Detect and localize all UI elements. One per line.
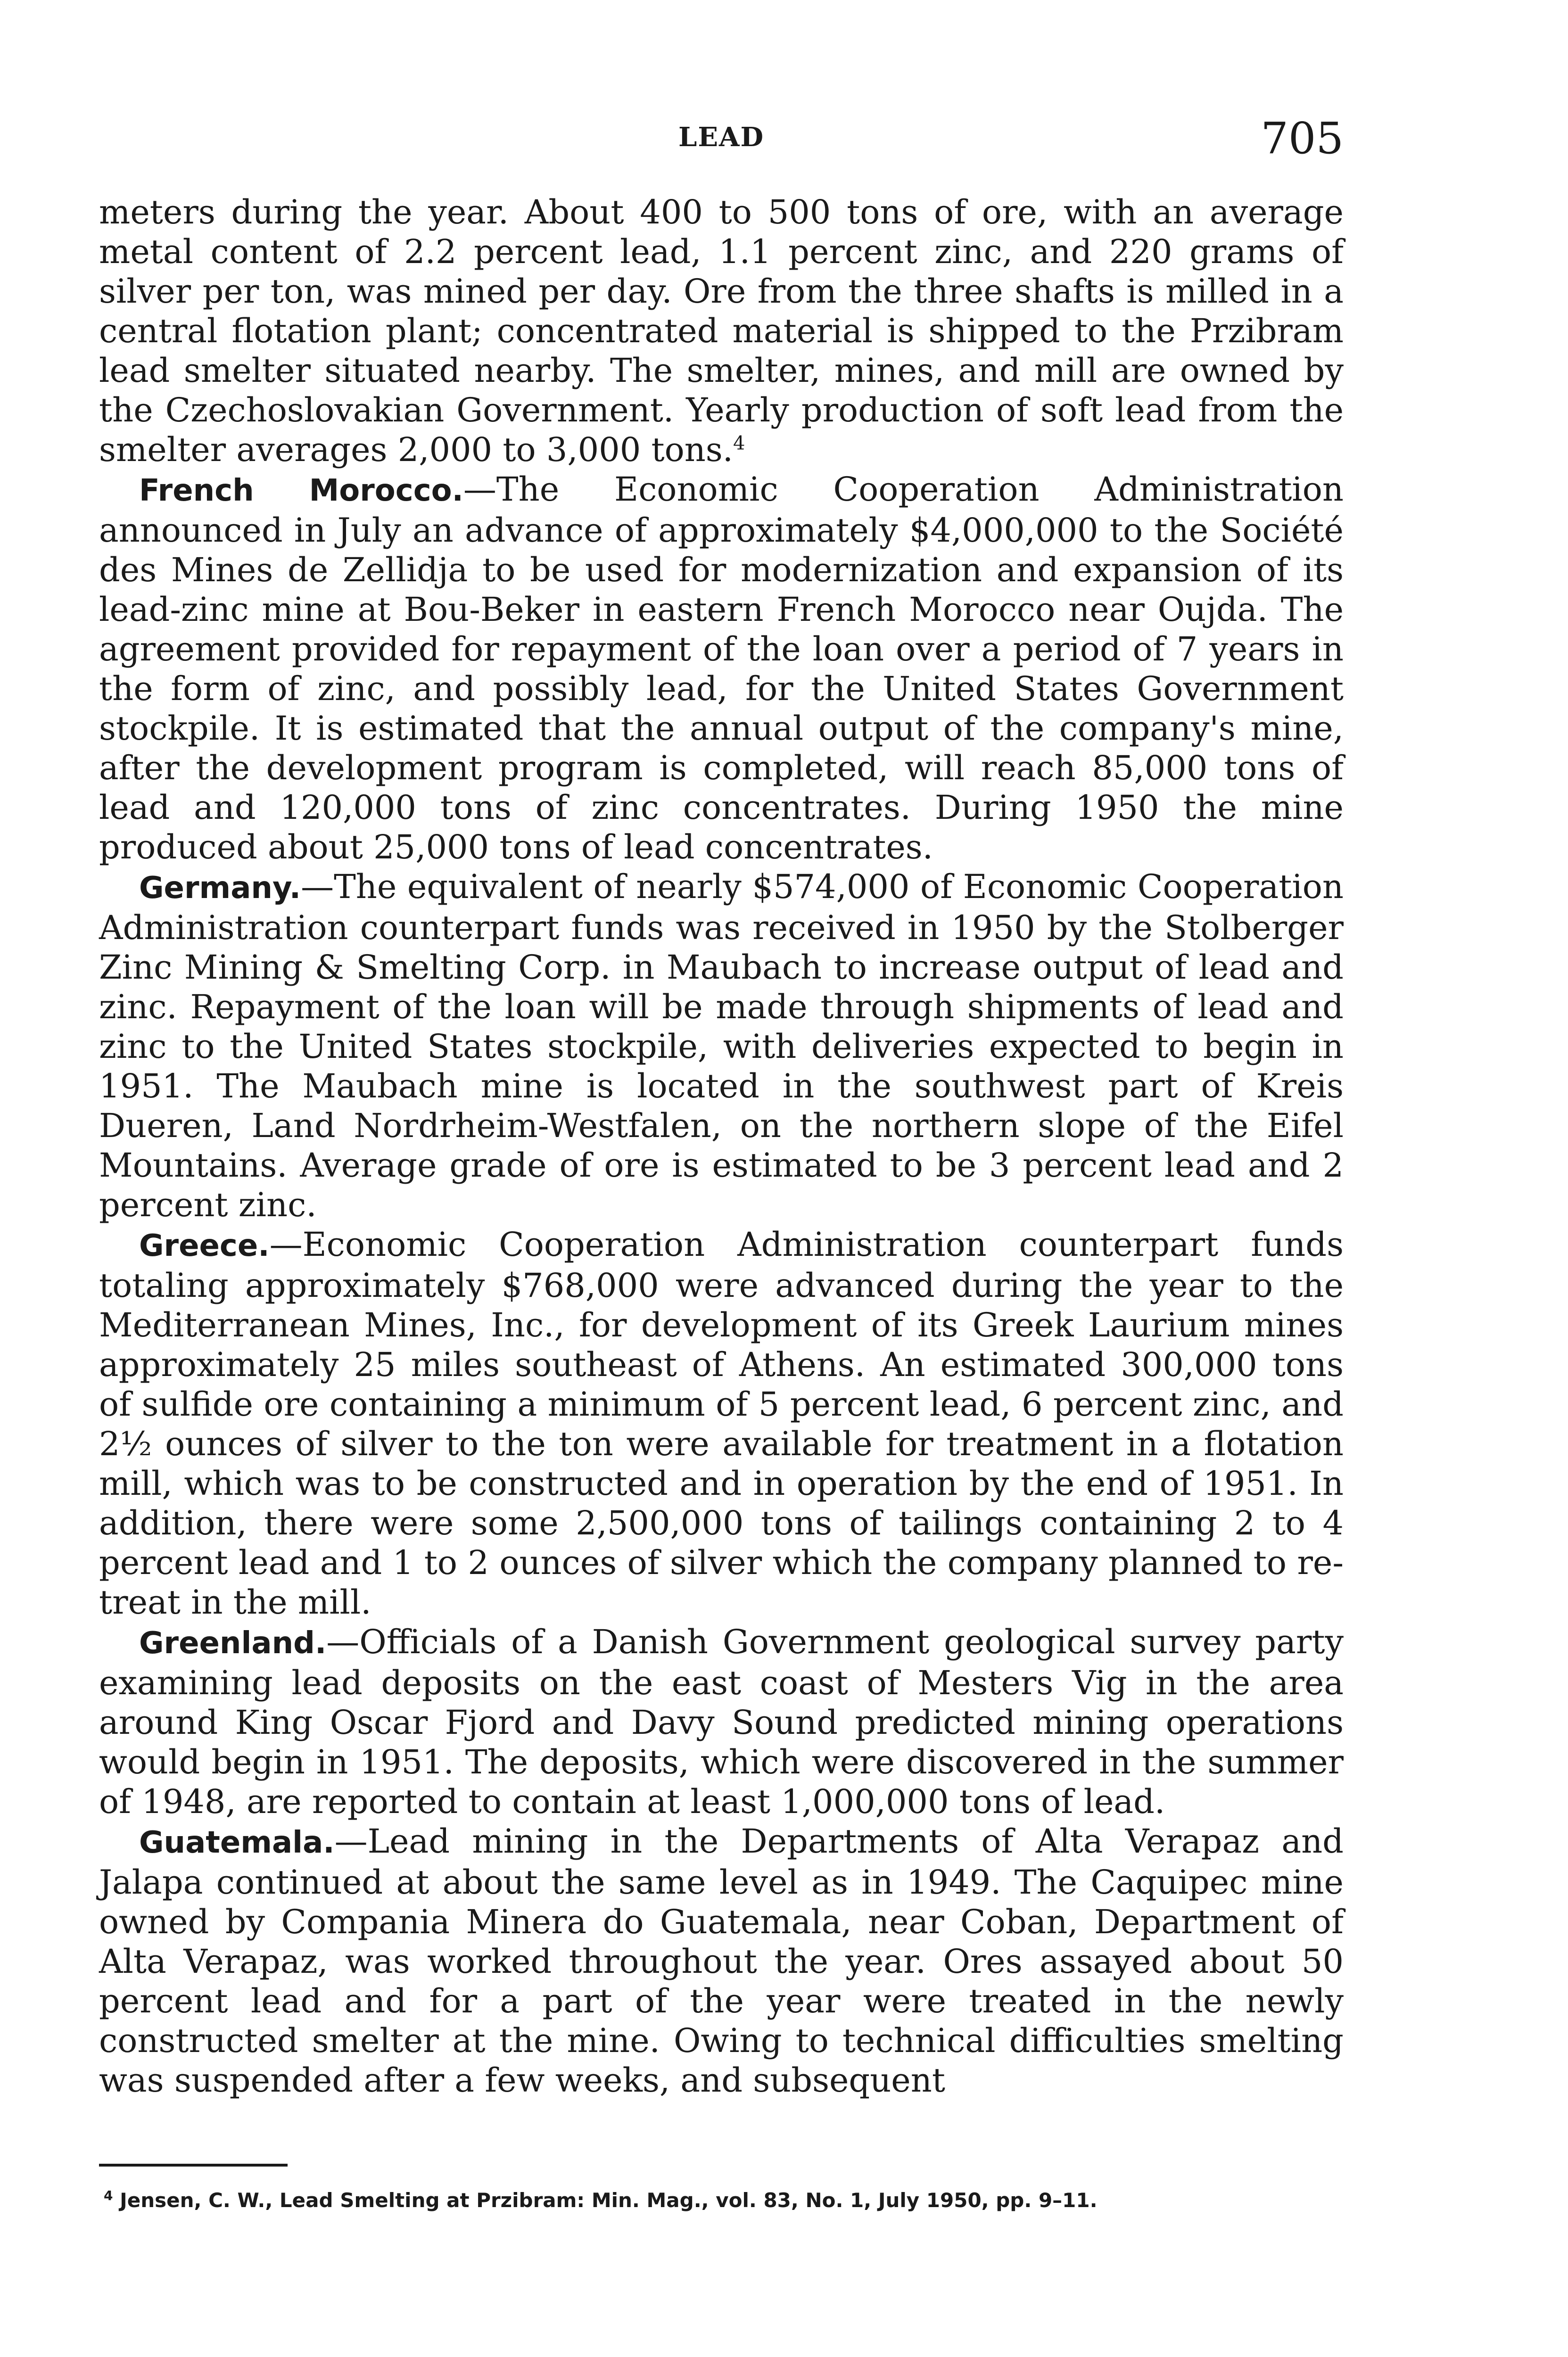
footnote (99, 2187, 1344, 2214)
paragraph-text: meters during the year. About 400 to 500 tons of ore, with an average metal content of 2.2 percent lead, 1.1 percent zinc, and 220 grams of silver per ton, was mined per day. Ore from the three shafts is milled in a central flotation plant; concentrated material is shipped to the Przibram lead smelter situated nearby. The smelter, mines, and mill are owned by the Czechoslovakian Government. Yearly production of soft lead from the smelter averages 2,000 to 3,000 tons. (99, 193, 1344, 469)
footnote-divider (99, 2164, 288, 2167)
paragraph-text: —Economic Cooperation Administration counterpart funds totaling approximately $768,000 were advanced during the year to the Mediterranean Mines, Inc., for development of its Greek Laurium mines approximately 25 miles southeast of Athens. An estimated 300,000 tons of sulfide ore containing a minimum of 5 percent lead, 6 percent zinc, and 2½ ounces of silver to the ton were available for treatment in a flotation mill, which was to be constructed and in operation by the end of 1951. In addition, there were some 2,500,000 tons of tailings containing 2 to 4 percent lead and 1 to 2 ounces of silver which the company planned to re-treat in the mill. (99, 1225, 1344, 1622)
paragraph-text: —Lead mining in the Departments of Alta Verapaz and Jalapa continued at about the same level as in 1949. The Caquipec mine owned by Compania Minera do Guatemala, near Coban, Department of Alta Verapaz, was worked throughout the year. Ores assayed about 50 percent lead and for a part of the year were treated in the newly constructed smelter at the mine. Owing to technical difficulties smelting was suspended after a few weeks, and subsequent (99, 1822, 1344, 2100)
footnote-number: 4 (104, 2188, 113, 2203)
paragraph-text: —The equivalent of nearly $574,000 of Economic Cooperation Administration counterpart funds was received in 1950 by the Stolberger Zinc Mining & Smelting Corp. in Maubach to increase output of lead and zinc. Repayment of the loan will be made through shipments of lead and zinc to the United States stockpile, with deliveries expected to begin in 1951. The Maubach mine is located in the southwest part of Kreis Dueren, Land Nordrheim-Westfalen, on the northern slope of the Eifel Mountains. Average grade of ore is estimated to be 3 percent lead and 2 percent zinc. (99, 867, 1344, 1224)
continued-paragraph (99, 192, 1344, 470)
running-header (99, 113, 1344, 165)
paragraph-guatemala (99, 1821, 1344, 2100)
page-number: 705 (1261, 113, 1344, 164)
paragraph-french-morocco (99, 470, 1344, 867)
paragraph-text: —The Economic Cooperation Administration announced in July an advance of approximately $4,000,000 to the Société des Mines de Zellidja to be used for modernization and expansion of its lead-zinc mine at Bou-Beker in eastern French Morocco near Oujda. The agreement provided for repayment of the loan over a period of 7 years in the form of zinc, and possibly lead, for the United States Government stockpile. It is estimated that the annual output of the company's mine, after the development program is completed, will reach 85,000 tons of lead and 120,000 tons of zinc concentrates. During 1950 the mine produced about 25,000 tons of lead concentrates. (99, 470, 1344, 866)
paragraph-greece (99, 1225, 1344, 1622)
paragraph-germany (99, 867, 1344, 1225)
section-lead-in: Greenland. (139, 1626, 327, 1661)
section-lead-in: French Morocco. (139, 473, 463, 508)
footnote-text: Jensen, C. W., Lead Smelting at Przibram: Min. Mag., vol. 83, No. 1, July 1950, pp. 9–11. (120, 2189, 1098, 2212)
section-lead-in: Guatemala. (139, 1825, 335, 1860)
section-lead-in: Germany. (139, 871, 301, 906)
body-text (99, 192, 1344, 2100)
running-title: LEAD (678, 122, 765, 153)
paragraph-greenland (99, 1622, 1344, 1821)
section-lead-in: Greece. (139, 1228, 270, 1263)
footnote-reference: 4 (733, 432, 745, 454)
paragraph-text: —Officials of a Danish Government geological survey party examining lead deposits on the east coast of Mesters Vig in the area around King Oscar Fjord and Davy Sound predicted mining operations would begin in 1951. The deposits, which were discovered in the summer of 1948, are reported to contain at least 1,000,000 tons of lead. (99, 1623, 1344, 1821)
